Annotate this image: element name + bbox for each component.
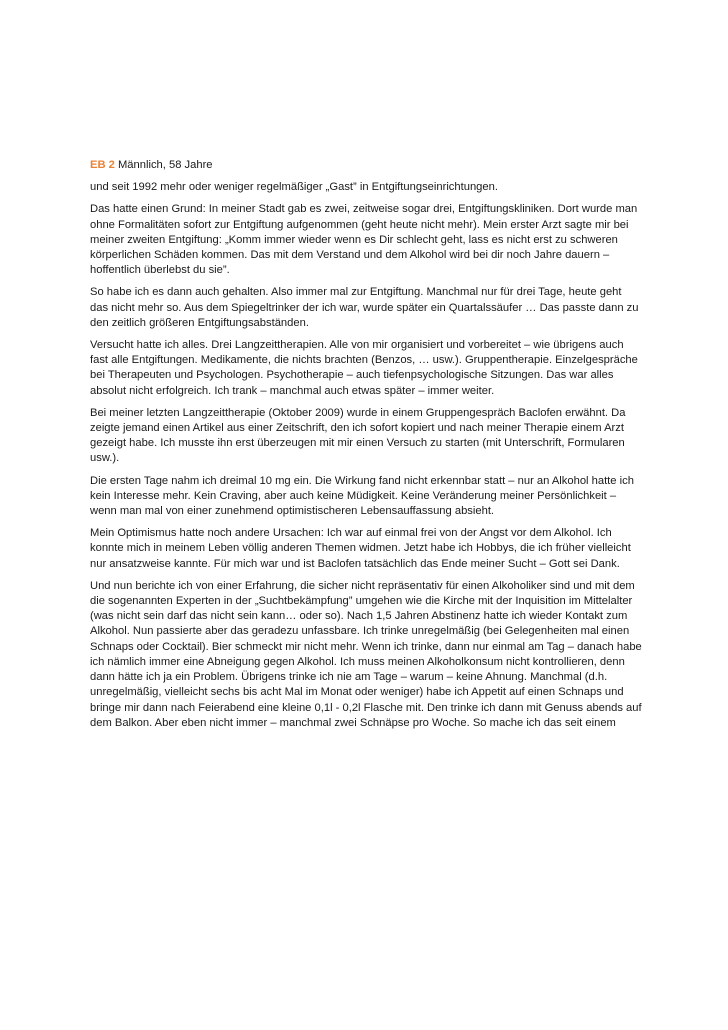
paragraph-2: Das hatte einen Grund: In meiner Stadt gab es zwei, zeitweise sogar drei, Entgiftungskliniken. Dort wurde man ohne Formalitäten sofort zur Entgiftung aufgenommen (geht heute nicht mehr). Mein erster Arzt sagte mir bei meiner zweiten Entgiftung: „Komm immer wieder wenn es Dir schlecht geht, lass es nicht erst zu schweren körperlichen Schäden kommen. Das mit dem Verstand und dem Alkohol wird bei dir noch Jahre dauern – hoffentlich überlebst du sie”. [90, 203, 638, 277]
paragraph-8: Und nun berichte ich von einer Erfahrung, die sicher nicht repräsentativ für einen Alkoholiker sind und mit dem die sogenannten Experten in der „Suchtbekämpfung” umgehen wie die Kirche mit der Inquisition im Mittelalter (was nicht sein darf das nicht sein kann… oder so). Nach 1,5 Jahren Abstinenz hatte ich wieder Kontakt zum Alkohol. Nun passierte aber das geradezu unfassbare. Ich trinke unregelmäßig (bei Gelegenheiten mal einen Schnaps oder Cocktail). Bier schmeckt mir nicht mehr. Wenn ich trinke, dann nur einmal am Tag – danach habe ich nämlich immer eine Abneigung gegen Alkohol. Ich muss meinen Alkoholkonsum nicht kontrollieren, denn dann hätte ich ja ein Problem. Übrigens trinke ich nie am Tage – warum – keine Ahnung. Manchmal (d.h. unregelmäßig, vielleicht sechs bis acht Mal im Monat oder weniger) habe ich Appetit auf einen Schnaps und bringe mir dann nach Feierabend eine kleine 0,1l - 0,2l Flasche mit. Den trinke ich dann mit Genuss abends auf dem Balkon. Aber eben nicht immer – manchmal zwei Schnäpse pro Woche. So mache ich das seit einem [90, 579, 642, 729]
paragraph-4: Versucht hatte ich alles. Drei Langzeittherapien. Alle von mir organisiert und vorbereitet – wie übrigens auch fast alle Entgiftungen. Medikamente, die nichts brachten (Benzos, … usw.). Gruppentherapie. Einzelgespräche bei Therapeuten und Psychologen. Psychotherapie – auch tiefenpsychologische Sitzungen. Das war alles absolut nicht erfolgreich. Ich trank – manchmal auch etwas später – immer weiter. [90, 339, 638, 397]
paragraph-5: Bei meiner letzten Langzeittherapie (Oktober 2009) wurde in einem Gruppengespräch Baclofen erwähnt. Da zeigte jemand einen Artikel aus einer Zeitschrift, den ich sofort kopiert und nach meiner Therapie einem Arzt gezeigt habe. Ich musste ihn erst überzeugen mit mir einen Versuch zu starten (mit Unterschrift, Formularen usw.). [90, 406, 626, 465]
entry-meta: Männlich, 58 Jahre [117, 159, 213, 171]
entry-tag: EB 2 [90, 159, 115, 171]
document-body [90, 158, 642, 738]
paragraph-6: Die ersten Tage nahm ich dreimal 10 mg ein. Die Wirkung fand nicht erkennbar statt – nur an Alkohol hatte ich kein Interesse mehr. Kein Craving, aber auch keine Müdigkeit. Keine Veränderung meiner Persönlichkeit – wenn man mal von einer zunehmend optimistischeren Lebensauffassung absieht. [90, 474, 634, 518]
paragraph-3: So habe ich es dann auch gehalten. Also immer mal zur Entgiftung. Manchmal nur für drei Tage, heute geht das nicht mehr so. Aus dem Spiegeltrinker der ich war, wurde später ein Quartalssäufer … Das passte dann zu den zeitlich größeren Entgiftungsabständen. [90, 286, 639, 329]
paragraph-7: Mein Optimismus hatte noch andere Ursachen: Ich war auf einmal frei von der Angst vor dem Alkohol. Ich konnte mich in meinem Leben völlig anderen Themen widmen. Jetzt habe ich Hobbys, die ich früher vielleicht nur ansatzweise kannte. Für mich war und ist Baclofen tatsächlich das Ende meiner Sucht – Gott sei Dank. [90, 527, 631, 570]
paragraph-1: und seit 1992 mehr oder weniger regelmäßiger „Gast” in Entgiftungseinrichtungen. [90, 181, 498, 194]
entry-header [90, 158, 642, 173]
